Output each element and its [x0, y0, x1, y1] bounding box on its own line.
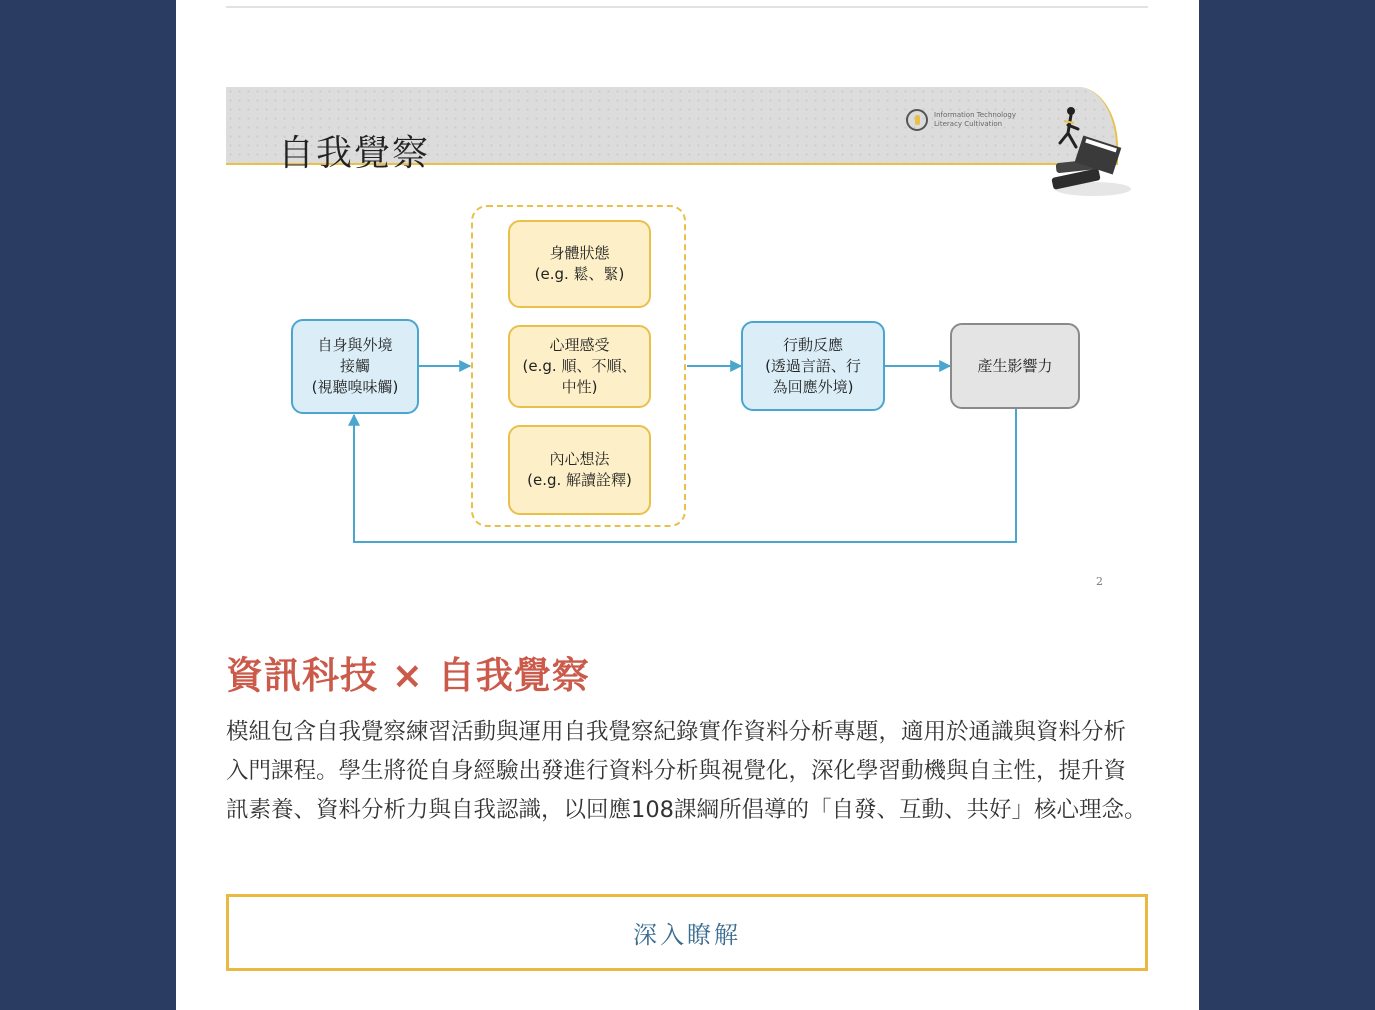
node-action-response: 行動反應 (透過言語、行 為回應外境)	[741, 321, 885, 411]
divider	[226, 6, 1148, 8]
slide-page-number: 2	[1096, 575, 1103, 588]
content-card	[176, 0, 1199, 1010]
node-impact: 產生影響力	[950, 323, 1080, 409]
slide-title: 自我覺察	[278, 133, 431, 174]
node-thoughts: 內心想法 (e.g. 解讀詮釋)	[508, 425, 651, 515]
article-headline: 資訊科技 × 自我覺察	[226, 654, 590, 697]
node-body-state: 身體狀態 (e.g. 鬆、緊)	[508, 220, 651, 308]
article-description: 模組包含自我覺察練習活動與運用自我覺察紀錄實作資料分析專題，適用於通識與資料分析入門課程。學生將從自身經驗出發進行資料分析與視覺化，深化學習動機與自主性，提升資訊素養、資料分析力與自我認識，以回應108課綱所倡導的「自發、互動、共好」核心理念。	[226, 719, 1147, 823]
learn-more-button[interactable]: 深入瞭解	[226, 894, 1148, 971]
arrow-feedback-loop	[354, 409, 1016, 542]
node-feelings: 心理感受 (e.g. 順、不順、 中性)	[508, 325, 651, 408]
slide-image	[226, 87, 1148, 602]
itlc-logo-text: Information Technology Literacy Cultivation	[934, 111, 1016, 128]
node-external-contact: 自身與外境 接觸 (視聽嗅味觸)	[291, 319, 419, 414]
